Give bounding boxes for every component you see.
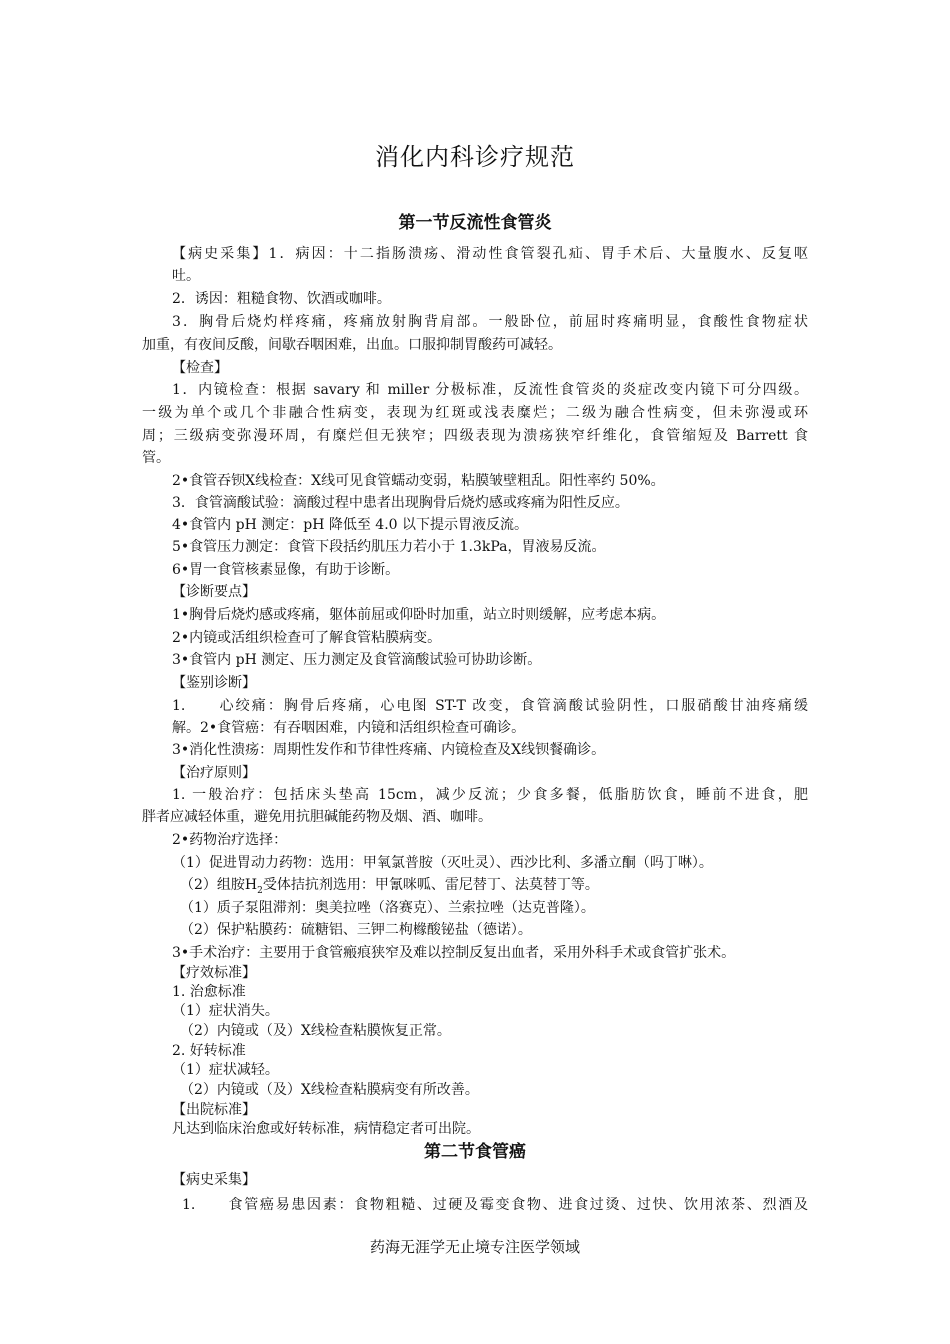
paragraph-line: 1. 一般治疗：包括床头垫高 15cm，减少反流；少食多餐，低脂肪饮食，睡前不进食，肥 (172, 787, 808, 803)
paragraph-line: 加重，有夜间反酸，间歇吞咽困难，出血。口服抑制胃酸药可减轻。 (142, 337, 562, 353)
paragraph-line: （2）内镜或（及）Ⅹ线检查粘膜恢复正常。 (180, 1023, 451, 1039)
paragraph-line: 凡达到临床治愈或好转标准，病情稳定者可出院。 (172, 1121, 480, 1137)
chem-subscript: 2 (257, 885, 263, 896)
paragraph-line: 【病史采集】1．病因：十二指肠溃疡、滑动性食管裂孔疝、胃手术后、大量腹水、反复呕 (172, 246, 808, 262)
paragraph-line: 2•内镜或活组织检查可了解食管粘膜病变。 (172, 630, 442, 646)
paragraph-line: （1）症状消失。 (172, 1003, 279, 1019)
subsection-label: 【病史采集】 (172, 1172, 256, 1188)
paragraph-line: 2•药物治疗选择： (172, 832, 288, 848)
paragraph-line: 1. 食管癌易患因素：食物粗糙、过硬及霉变食物、进食过烫、过快、饮用浓茶、烈酒及 (182, 1197, 808, 1213)
paragraph-line: 周；三级病变弥漫环周，有糜烂但无狭窄；四级表现为溃疡狭窄纤维化，食管缩短及 Barrett 食 (142, 428, 808, 444)
paragraph-line: 6•胃一食管核素显像，有助于诊断。 (172, 562, 400, 578)
paragraph-line: 吐。 (172, 268, 200, 284)
paragraph-line: 胖者应减轻体重，避免用抗胆碱能药物及烟、酒、咖啡。 (142, 809, 492, 825)
paragraph-line: （1）质子泵阻滞剂：奥美拉唑（洛赛克）、兰索拉唑（达克普隆）。 (180, 900, 595, 916)
line-prefix: （2）组胺 (180, 877, 245, 893)
paragraph-line: 一级为单个或几个非融合性病变，表现为红斑或浅表糜烂；二级为融合性病变，但未弥漫或环 (142, 405, 808, 421)
paragraph-line: （2）内镜或（及）Ⅹ线检查粘膜病变有所改善。 (180, 1082, 479, 1098)
paragraph-line: 3•手术治疗：主要用于食管瘢痕狭窄及难以控制反复出血者，采用外科手术或食管扩张术。 (172, 945, 736, 961)
paragraph-line: 1．内镜检查：根据 savary 和 miller 分极标准，反流性食管炎的炎症改变内镜下可分四级。 (172, 382, 808, 398)
paragraph-line: 解。2•食管癌：有吞咽困难，内镜和活组织检查可确诊。 (172, 720, 526, 736)
line-rest: 受体拮抗剂选用：甲氰咪呱、雷尼替丁、法莫替丁等。 (262, 877, 599, 893)
page-footer: 药海无涯学无止境专注医学领域 (369, 1238, 580, 1256)
paragraph-line: 3．胸骨后烧灼样疼痛，疼痛放射胸背肩部。一般卧位，前屈时疼痛明显，食酸性食物症状 (172, 314, 808, 330)
paragraph-line: 5•食管压力测定：食管下段括约肌压力若小于 1.3kPa，胃液易反流。 (172, 539, 606, 555)
subsection-label: 【鉴别诊断】 (172, 675, 256, 691)
paragraph-line: 1•胸骨后烧灼感或疼痛，躯体前屈或仰卧时加重，站立时则缓解，应考虑本病。 (172, 607, 666, 623)
paragraph-line: 1. 心绞痛：胸骨后疼痛，心电图 ST-T 改变，食管滴酸试验阴性，口服硝酸甘油疼痛缓 (172, 698, 808, 714)
paragraph-line: （2）保护粘膜药：硫糖铝、三钾二枸橼酸铋盐（德诺）。 (180, 922, 532, 938)
subsection-label: 【诊断要点】 (172, 584, 256, 600)
subsection-label: 【疗效标准】 (172, 965, 256, 981)
paragraph-line: 3．食管滴酸试验：滴酸过程中患者出现胸骨后烧灼感或疼痛为阳性反应。 (172, 495, 629, 511)
paragraph-line: （1）促进胃动力药物：选用：甲氧氯普胺（灭吐灵）、西沙比利、多潘立酮（吗丁啉）。 (172, 855, 713, 871)
paragraph-line: 4•食管内 pH 测定：pH 降低至 4.0 以下提示胃液反流。 (172, 517, 529, 533)
document-title: 消化内科诊疗规范 (375, 143, 575, 171)
paragraph-line: 3•食管内 pH 测定、压力测定及食管滴酸试验可协助诊断。 (172, 652, 542, 668)
paragraph-line: 3•消化性溃疡：周期性发作和节律性疼痛、内镜检查及Ⅹ线钡餐确诊。 (172, 742, 606, 758)
paragraph-line: 2•食管吞钡Ⅹ线检查：Ⅹ线可见食管蠕动变弱，粘膜皱壁粗乱。阳性率约 50%。 (172, 473, 665, 489)
section-heading: 第二节食管癌 (424, 1142, 526, 1162)
paragraph-line: 2．诱因：粗糙食物、饮酒或咖啡。 (172, 291, 391, 307)
paragraph-line: 2. 好转标准 (172, 1043, 246, 1059)
chem-symbol: H (244, 877, 258, 893)
paragraph-line: 1. 治愈标准 (172, 984, 246, 1000)
subsection-label: 【治疗原则】 (172, 765, 256, 781)
paragraph-line: 管。 (142, 450, 170, 466)
subsection-label: 【检查】 (172, 360, 228, 376)
paragraph-line: （1）症状减轻。 (172, 1062, 279, 1078)
subsection-label: 【出院标准】 (172, 1102, 256, 1118)
section-heading: 第一节反流性食管炎 (398, 213, 552, 233)
